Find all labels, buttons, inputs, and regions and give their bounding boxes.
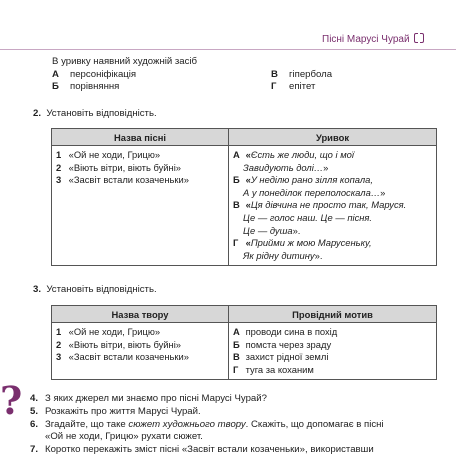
task1-option-b: Б порівняння xyxy=(52,81,120,92)
task1-option-g: Г епітет xyxy=(271,81,316,92)
question-4: 4. З яких джерел ми знаємо про пісні Марусі Чурай? xyxy=(30,393,267,404)
task2-col1-header: Назва пісні xyxy=(52,129,229,146)
task2-excerpt-g: Г «Прийми ж мою Марусеньку, xyxy=(233,237,372,249)
question-6: 6. Згадайте, що таке сюжет художнього твору. Скажіть, що допомагає в пісні xyxy=(30,419,384,430)
task3-col1-header: Назва твору xyxy=(52,306,229,323)
task2-left-item: 2 «Віють вітри, віють буйні» xyxy=(56,161,182,173)
task3-col2-header: Провідний мотив xyxy=(229,306,437,323)
task3-right-cell xyxy=(229,323,437,380)
task3-match-table xyxy=(51,305,437,380)
task2-excerpt-b: Б «У неділю рано зілля копала, xyxy=(233,174,373,186)
task3-motif-g: Г туга за коханим xyxy=(233,363,314,375)
task3-left-item: 3 «Засвіт встали козаченьки» xyxy=(56,351,189,363)
task3-left-item: 2 «Віють вітри, віють буйні» xyxy=(56,338,182,350)
book-icon xyxy=(414,33,424,43)
task2-left-cell xyxy=(52,146,229,266)
task2-right-cell: А «Єсть же люди, що і мої Завидують долі…» Б «У неділю рано зілля копала, А у понеділок переполоскала…» В «Ця дівчина не просто так, Маруся. Це — голос наш. Це — пісня. Це — душа». Г «Прийми ж мою Марусеньку, Як рідну дитину». xyxy=(229,146,437,266)
task1-option-v: В гіпербола xyxy=(271,69,333,80)
task2-match-table xyxy=(51,128,437,266)
task1-stem: В уривку наявний художній засіб xyxy=(52,56,198,67)
task2-excerpt-a: А «Єсть же люди, що і мої xyxy=(233,149,354,160)
task2-left-item: 1 «Ой не ходи, Грицю» xyxy=(56,149,161,160)
task2-left-item: 3 «Засвіт встали козаченьки» xyxy=(56,174,189,186)
task1-option-a: А персоніфікація xyxy=(52,69,137,80)
task3-number: 3. xyxy=(33,284,42,295)
task3-motif-a: А проводи сина в похід xyxy=(233,326,338,337)
question-7: 7. Коротко перекажіть зміст пісні «Засвіт встали козаченьки», використавши xyxy=(30,444,374,455)
task3-heading xyxy=(33,284,157,295)
task3-left-item: 1 «Ой не ходи, Грицю» xyxy=(56,326,161,337)
task2-instruction: Установіть відповідність. xyxy=(46,108,157,119)
task3-left-cell xyxy=(52,323,229,380)
task2-number: 2. xyxy=(33,108,42,119)
question-6-line2: «Ой не ходи, Грицю» рухати сюжет. xyxy=(45,431,203,442)
task2-excerpt-v: В «Ця дівчина не просто так, Маруся. xyxy=(233,199,407,211)
header-divider xyxy=(0,49,456,50)
question-mark-icon: ? xyxy=(0,378,23,423)
running-header xyxy=(322,33,424,45)
task2-heading xyxy=(33,108,157,119)
task3-motif-v: В захист рідної землі xyxy=(233,351,329,363)
question-5: 5. Розкажіть про життя Марусі Чурай. xyxy=(30,406,201,417)
task3-instruction: Установіть відповідність. xyxy=(46,284,157,295)
task3-motif-b: Б помста через зраду xyxy=(233,338,332,350)
header-title: Пісні Марусі Чурай xyxy=(322,34,410,45)
task2-col2-header: Уривок xyxy=(229,129,437,146)
